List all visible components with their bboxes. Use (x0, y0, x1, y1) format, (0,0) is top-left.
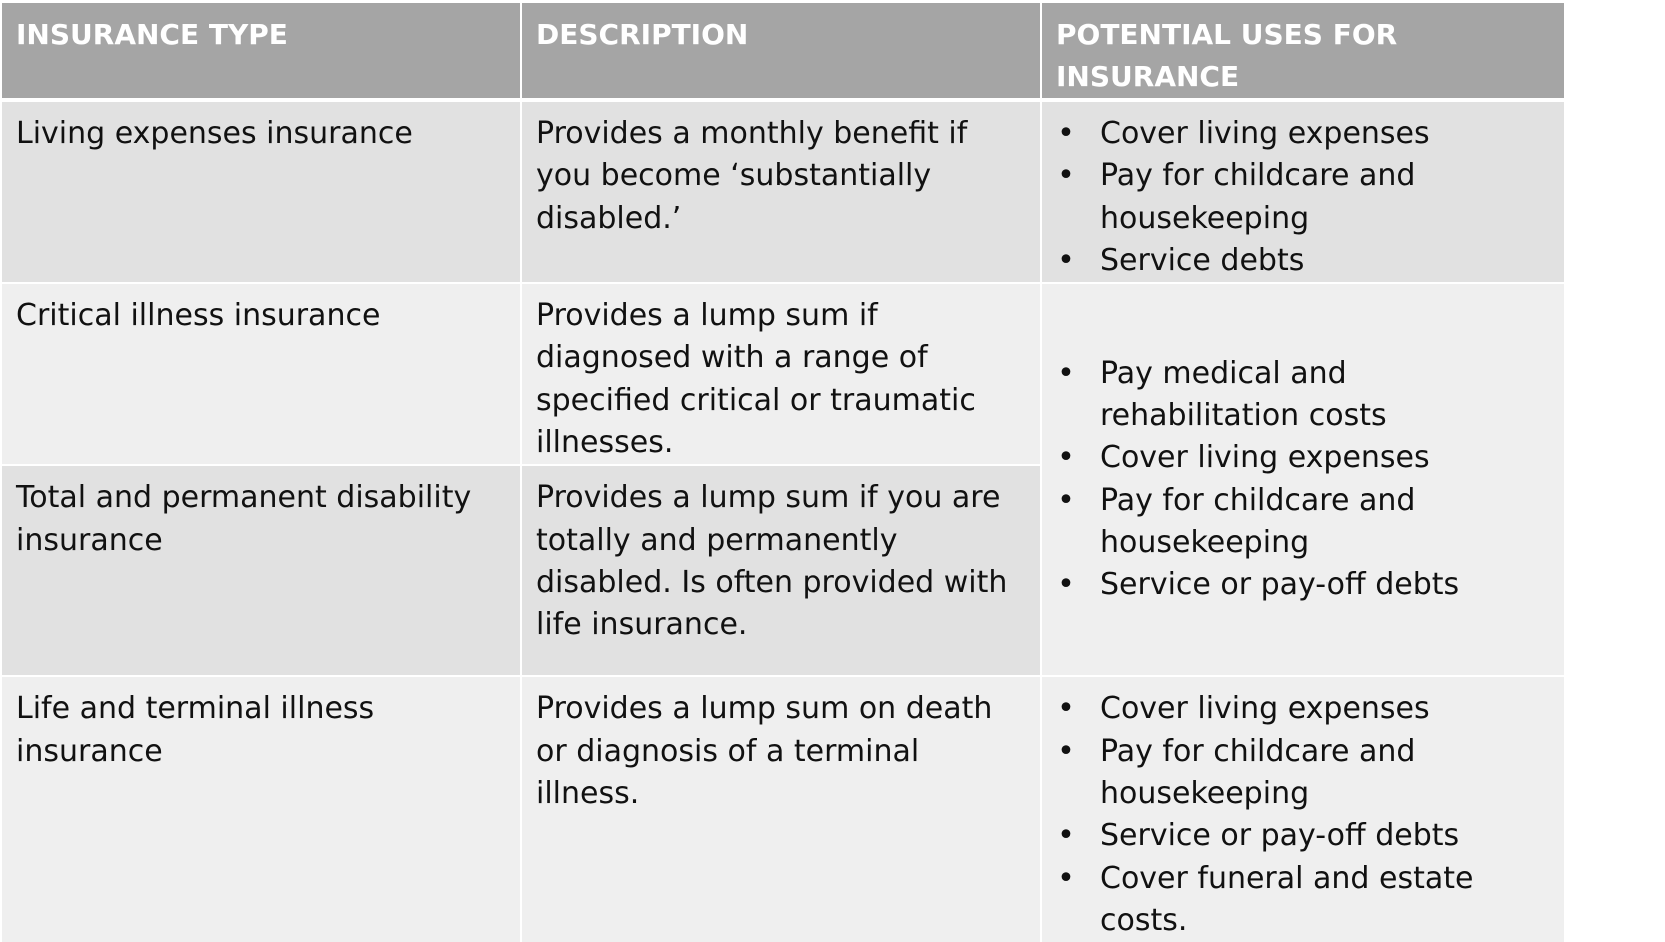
list-item-text: Pay for childcare and housekeeping (1100, 158, 1416, 236)
list-item-text: Pay for childcare and housekeeping (1100, 482, 1416, 561)
uses-cell (1042, 677, 1564, 942)
list-item-text: Service debts (1100, 242, 1305, 278)
description-cell: Provides a lump sum if diagnosed with a range of specified critical or traumatic illnesses. (522, 284, 1042, 466)
list-item-text: Service or pay-off debts (1100, 818, 1460, 854)
uses-list (1056, 353, 1550, 607)
uses-cell (1042, 102, 1564, 284)
list-item (1056, 815, 1550, 857)
list-item (1056, 688, 1550, 730)
list-item (1056, 353, 1550, 438)
insurance-type-cell: Critical illness insurance (2, 284, 522, 466)
table-row (2, 102, 1564, 284)
list-item-text: Cover living expenses (1100, 440, 1430, 476)
header-row (2, 3, 1564, 102)
description-cell: Provides a monthly benefit if you become ‘substantially disabled.’ (522, 102, 1042, 284)
list-item (1056, 564, 1550, 606)
list-item (1056, 155, 1550, 240)
insurance-table (2, 3, 1564, 942)
list-item (1056, 731, 1550, 816)
list-item-text: Cover living expenses (1100, 116, 1430, 151)
bullet-icon: • (1057, 691, 1075, 727)
insurance-type-cell: Total and permanent disability insurance (2, 466, 522, 677)
uses-cell-shared (1042, 284, 1564, 677)
list-item-text: Service or pay-off debts (1100, 567, 1460, 603)
list-item (1056, 858, 1550, 942)
uses-list (1056, 113, 1550, 282)
list-item-text: Pay medical and rehabilitation costs (1100, 355, 1387, 434)
list-item-text: Pay for childcare and housekeeping (1100, 733, 1416, 811)
list-item-text: Cover living expenses (1100, 691, 1430, 727)
list-item (1056, 437, 1550, 479)
list-item (1056, 113, 1550, 155)
list-item (1056, 480, 1550, 565)
bullet-icon: • (1057, 818, 1075, 854)
description-cell: Provides a lump sum if you are totally and permanently disabled. Is often provided with life insurance. (522, 466, 1042, 677)
insurance-type-cell: Life and terminal illness insurance (2, 677, 522, 942)
bullet-icon: • (1057, 242, 1075, 278)
bullet-icon: • (1057, 440, 1075, 476)
bullet-icon: • (1057, 733, 1075, 769)
bullet-icon: • (1057, 567, 1075, 603)
uses-list (1056, 688, 1550, 942)
bullet-icon: • (1057, 355, 1075, 391)
table-row (2, 677, 1564, 942)
header-potential-uses: POTENTIAL USES FOR INSURANCE (1042, 3, 1564, 102)
description-cell: Provides a lump sum on death or diagnosis of a terminal illness. (522, 677, 1042, 942)
header-description: DESCRIPTION (522, 3, 1042, 102)
bullet-icon: • (1057, 482, 1075, 518)
bullet-icon: • (1057, 116, 1075, 151)
bullet-icon: • (1057, 860, 1075, 896)
table-row (2, 284, 1564, 466)
header-insurance-type: INSURANCE TYPE (2, 3, 522, 102)
bullet-icon: • (1057, 158, 1075, 194)
insurance-type-cell: Living expenses insurance (2, 102, 522, 284)
list-item (1056, 240, 1550, 282)
list-item-text: Cover funeral and estate costs. (1100, 860, 1474, 938)
